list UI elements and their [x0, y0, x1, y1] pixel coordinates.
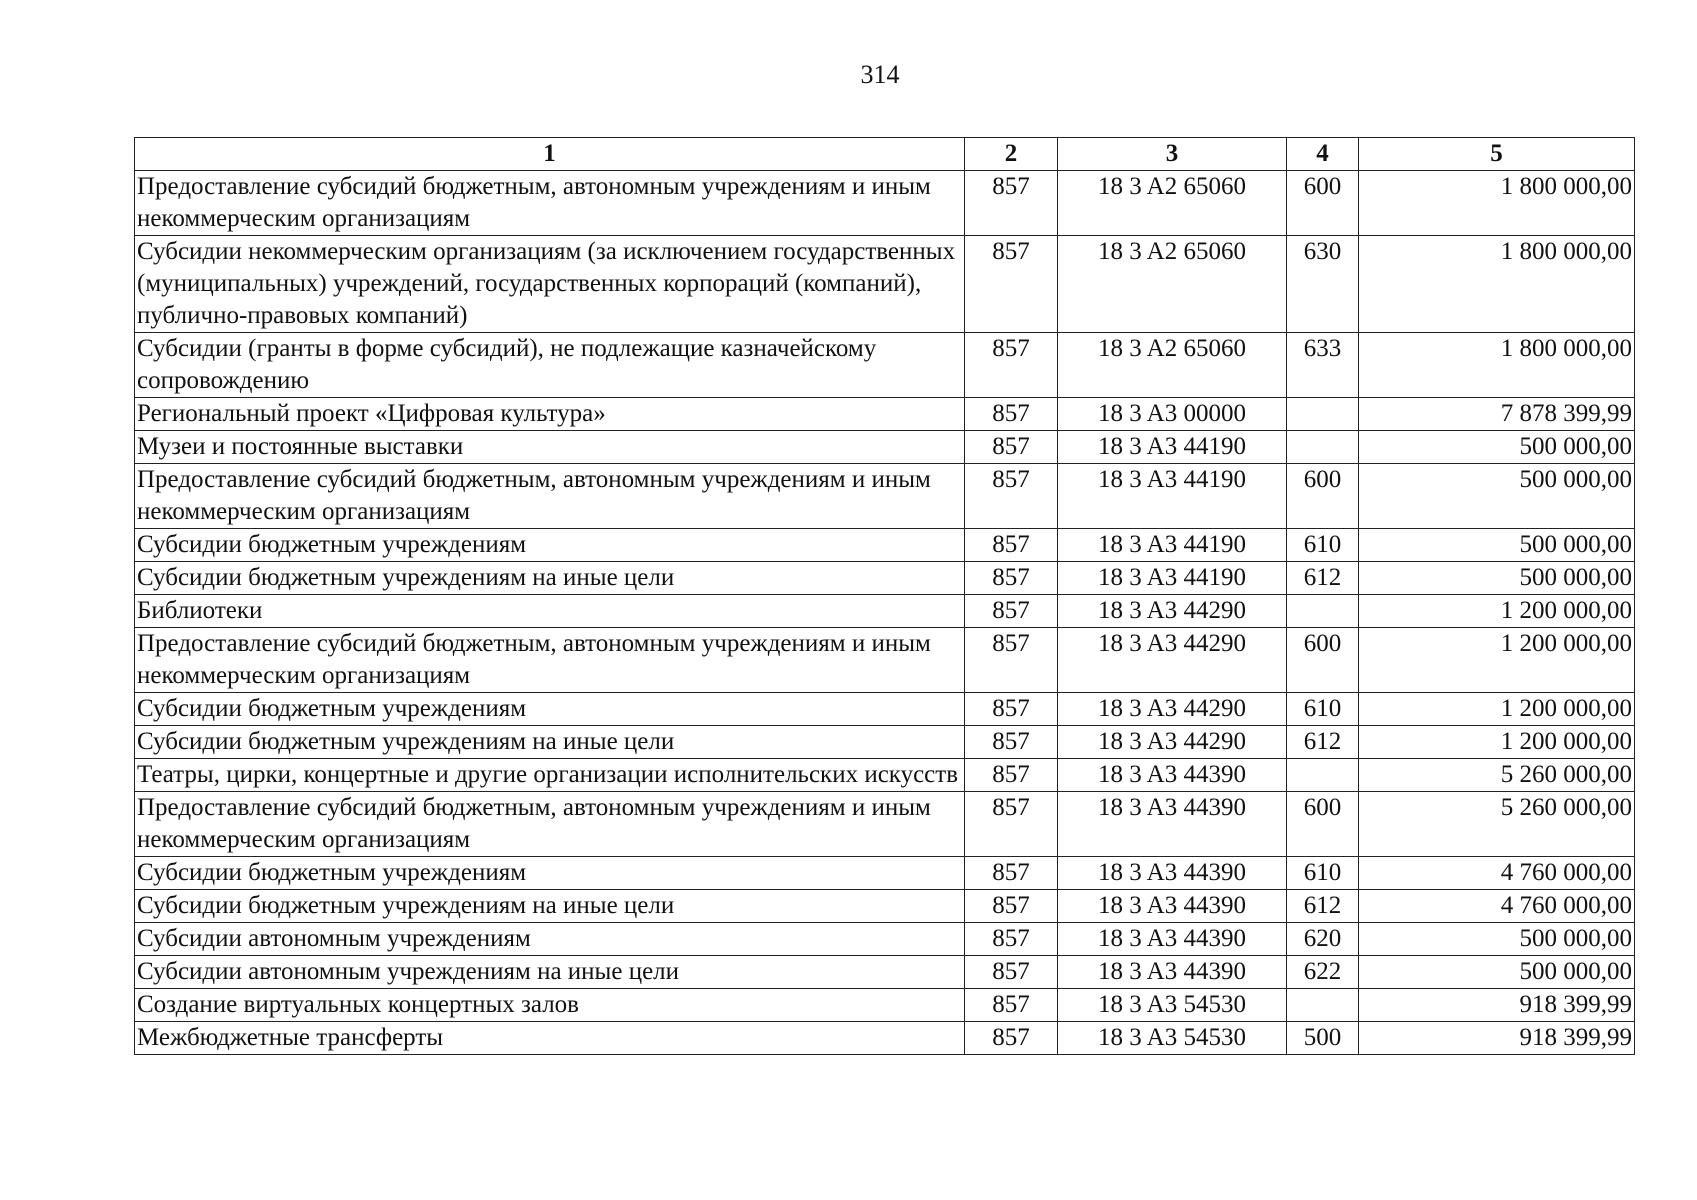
cell-name: Предоставление субсидий бюджетным, автономным учреждениям и иным некоммерческим организациям — [135, 171, 965, 236]
table-row — [135, 989, 1635, 1022]
cell-code: 18 3 A3 00000 — [1058, 398, 1287, 431]
cell-amount: 500 000,00 — [1359, 431, 1635, 464]
cell-type: 612 — [1287, 562, 1359, 595]
cell-ministry: 857 — [965, 989, 1058, 1022]
cell-amount: 500 000,00 — [1359, 464, 1635, 529]
cell-name: Субсидии автономным учреждениям — [135, 923, 965, 956]
cell-type: 610 — [1287, 693, 1359, 726]
table-row — [135, 236, 1635, 333]
cell-code: 18 3 A3 44390 — [1058, 956, 1287, 989]
cell-ministry: 857 — [965, 333, 1058, 398]
cell-name: Библиотеки — [135, 595, 965, 628]
cell-type — [1287, 595, 1359, 628]
cell-ministry: 857 — [965, 464, 1058, 529]
cell-code: 18 3 A3 44190 — [1058, 529, 1287, 562]
cell-type — [1287, 989, 1359, 1022]
cell-code: 18 3 A3 44290 — [1058, 726, 1287, 759]
cell-code: 18 3 A2 65060 — [1058, 236, 1287, 333]
cell-ministry: 857 — [965, 956, 1058, 989]
header-row — [135, 138, 1635, 171]
header-col-code: 3 — [1058, 138, 1287, 171]
cell-type: 630 — [1287, 236, 1359, 333]
cell-code: 18 3 A3 54530 — [1058, 989, 1287, 1022]
cell-amount: 1 200 000,00 — [1359, 726, 1635, 759]
cell-code: 18 3 A2 65060 — [1058, 171, 1287, 236]
cell-name: Субсидии бюджетным учреждениям на иные цели — [135, 726, 965, 759]
table-row — [135, 1022, 1635, 1055]
table-header — [135, 138, 1635, 171]
header-col-type: 4 — [1287, 138, 1359, 171]
cell-amount: 1 800 000,00 — [1359, 236, 1635, 333]
cell-type: 633 — [1287, 333, 1359, 398]
table-row — [135, 464, 1635, 529]
cell-name: Субсидии бюджетным учреждениям на иные цели — [135, 562, 965, 595]
cell-type: 500 — [1287, 1022, 1359, 1055]
cell-ministry: 857 — [965, 1022, 1058, 1055]
cell-type: 620 — [1287, 923, 1359, 956]
cell-code: 18 3 A3 44390 — [1058, 759, 1287, 792]
cell-code: 18 3 A3 44290 — [1058, 693, 1287, 726]
table-row — [135, 171, 1635, 236]
cell-ministry: 857 — [965, 792, 1058, 857]
header-col-amount: 5 — [1359, 138, 1635, 171]
cell-amount: 1 200 000,00 — [1359, 595, 1635, 628]
table-row — [135, 562, 1635, 595]
table-row — [135, 923, 1635, 956]
table-body — [135, 171, 1635, 1055]
table-row — [135, 333, 1635, 398]
cell-code: 18 3 A3 44390 — [1058, 857, 1287, 890]
cell-amount: 1 800 000,00 — [1359, 333, 1635, 398]
budget-table — [134, 137, 1635, 1055]
cell-type — [1287, 431, 1359, 464]
cell-ministry: 857 — [965, 236, 1058, 333]
table-row — [135, 726, 1635, 759]
cell-code: 18 3 A3 54530 — [1058, 1022, 1287, 1055]
cell-code: 18 3 A3 44190 — [1058, 431, 1287, 464]
cell-ministry: 857 — [965, 890, 1058, 923]
cell-ministry: 857 — [965, 857, 1058, 890]
cell-type: 600 — [1287, 464, 1359, 529]
cell-type — [1287, 398, 1359, 431]
table-row — [135, 595, 1635, 628]
table-row — [135, 628, 1635, 693]
cell-name: Субсидии (гранты в форме субсидий), не подлежащие казначейскому сопровождению — [135, 333, 965, 398]
cell-name: Создание виртуальных концертных залов — [135, 989, 965, 1022]
cell-code: 18 3 A3 44290 — [1058, 595, 1287, 628]
cell-type: 622 — [1287, 956, 1359, 989]
cell-name: Субсидии бюджетным учреждениям — [135, 693, 965, 726]
table-row — [135, 431, 1635, 464]
cell-amount: 918 399,99 — [1359, 989, 1635, 1022]
cell-amount: 4 760 000,00 — [1359, 890, 1635, 923]
cell-type: 610 — [1287, 529, 1359, 562]
cell-name: Субсидии бюджетным учреждениям — [135, 857, 965, 890]
cell-name: Региональный проект «Цифровая культура» — [135, 398, 965, 431]
table-row — [135, 529, 1635, 562]
cell-type — [1287, 759, 1359, 792]
cell-name: Музеи и постоянные выставки — [135, 431, 965, 464]
cell-name: Субсидии бюджетным учреждениям — [135, 529, 965, 562]
cell-name: Предоставление субсидий бюджетным, автономным учреждениям и иным некоммерческим организациям — [135, 628, 965, 693]
page-number: 314 — [860, 60, 900, 89]
cell-ministry: 857 — [965, 628, 1058, 693]
cell-name: Предоставление субсидий бюджетным, автономным учреждениям и иным некоммерческим организациям — [135, 464, 965, 529]
table-row — [135, 956, 1635, 989]
table-row — [135, 890, 1635, 923]
cell-amount: 4 760 000,00 — [1359, 857, 1635, 890]
cell-ministry: 857 — [965, 431, 1058, 464]
header-col-ministry: 2 — [965, 138, 1058, 171]
cell-amount: 500 000,00 — [1359, 923, 1635, 956]
table-row — [135, 398, 1635, 431]
table-row — [135, 759, 1635, 792]
cell-type: 600 — [1287, 628, 1359, 693]
cell-name: Межбюджетные трансферты — [135, 1022, 965, 1055]
cell-name: Субсидии бюджетным учреждениям на иные цели — [135, 890, 965, 923]
cell-ministry: 857 — [965, 923, 1058, 956]
cell-type: 610 — [1287, 857, 1359, 890]
cell-ministry: 857 — [965, 171, 1058, 236]
cell-code: 18 3 A3 44190 — [1058, 562, 1287, 595]
cell-ministry: 857 — [965, 398, 1058, 431]
cell-amount: 5 260 000,00 — [1359, 759, 1635, 792]
cell-amount: 500 000,00 — [1359, 956, 1635, 989]
cell-ministry: 857 — [965, 562, 1058, 595]
cell-code: 18 3 A3 44290 — [1058, 628, 1287, 693]
cell-amount: 1 200 000,00 — [1359, 693, 1635, 726]
cell-code: 18 3 A3 44390 — [1058, 890, 1287, 923]
cell-code: 18 3 A3 44390 — [1058, 923, 1287, 956]
cell-code: 18 3 A3 44190 — [1058, 464, 1287, 529]
cell-type: 600 — [1287, 171, 1359, 236]
cell-ministry: 857 — [965, 759, 1058, 792]
cell-amount: 500 000,00 — [1359, 529, 1635, 562]
cell-name: Субсидии автономным учреждениям на иные цели — [135, 956, 965, 989]
cell-name: Театры, цирки, концертные и другие организации исполнительских искусств — [135, 759, 965, 792]
cell-code: 18 3 A2 65060 — [1058, 333, 1287, 398]
cell-name: Субсидии некоммерческим организациям (за исключением государственных (муниципальных) учреждений, государственных корпораций (компаний), публично-правовых компаний) — [135, 236, 965, 333]
cell-amount: 5 260 000,00 — [1359, 792, 1635, 857]
header-col-name: 1 — [135, 138, 965, 171]
cell-ministry: 857 — [965, 693, 1058, 726]
cell-ministry: 857 — [965, 726, 1058, 759]
table-row — [135, 693, 1635, 726]
cell-type: 612 — [1287, 726, 1359, 759]
cell-name: Предоставление субсидий бюджетным, автономным учреждениям и иным некоммерческим организациям — [135, 792, 965, 857]
cell-amount: 7 878 399,99 — [1359, 398, 1635, 431]
cell-amount: 1 200 000,00 — [1359, 628, 1635, 693]
cell-type: 612 — [1287, 890, 1359, 923]
cell-code: 18 3 A3 44390 — [1058, 792, 1287, 857]
cell-type: 600 — [1287, 792, 1359, 857]
cell-ministry: 857 — [965, 595, 1058, 628]
cell-amount: 500 000,00 — [1359, 562, 1635, 595]
cell-amount: 1 800 000,00 — [1359, 171, 1635, 236]
table-row — [135, 857, 1635, 890]
cell-amount: 918 399,99 — [1359, 1022, 1635, 1055]
cell-ministry: 857 — [965, 529, 1058, 562]
table-row — [135, 792, 1635, 857]
